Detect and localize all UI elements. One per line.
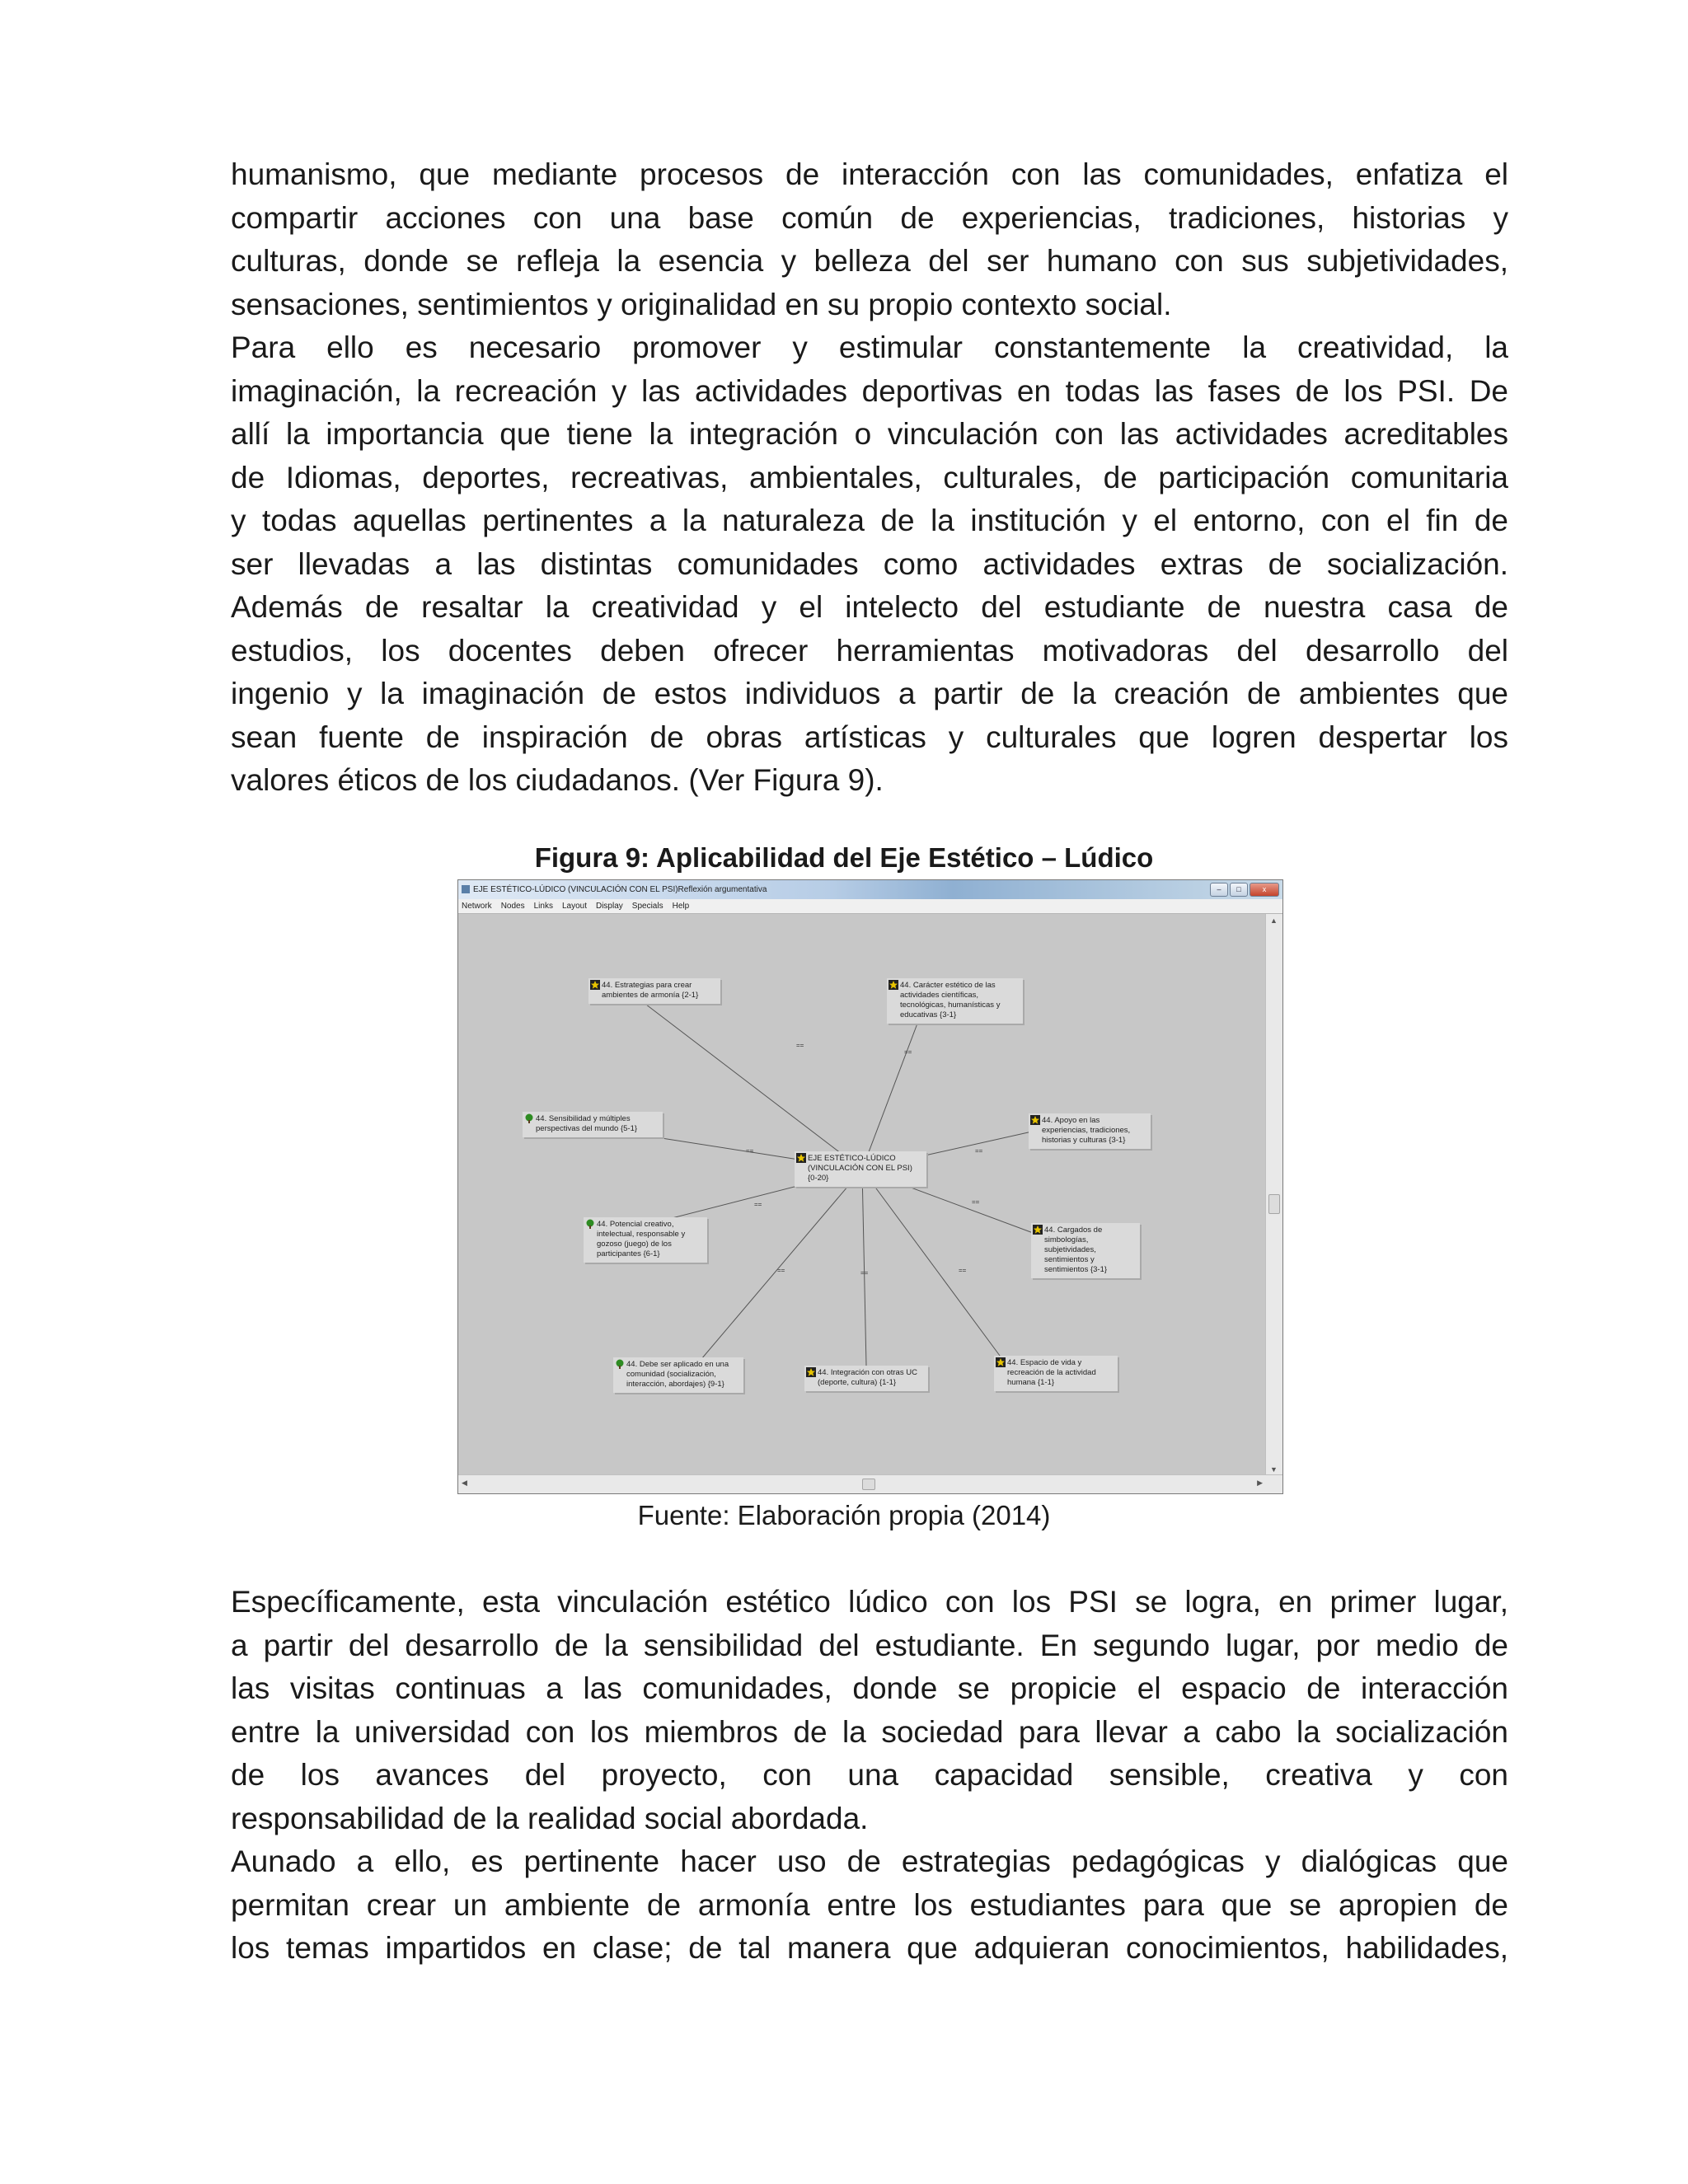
- scroll-left-icon[interactable]: ◀: [462, 1479, 467, 1487]
- text-line: compartir acciones con una base común de experiencias, tradiciones, historias y: [231, 200, 1508, 235]
- horizontal-scrollbar[interactable]: [458, 1474, 1282, 1493]
- menu-help[interactable]: Help: [672, 902, 690, 911]
- text-line: sean fuente de inspiración de obras artísticas y culturales que logren despertar los: [231, 719, 1508, 754]
- star-icon: [1030, 1115, 1040, 1125]
- star-icon: [996, 1357, 1006, 1367]
- network-node[interactable]: [994, 1356, 1118, 1391]
- text-line: imaginación, la recreación y las actividades deportivas en todas las fases de los PSI. De: [231, 373, 1508, 408]
- edge-label: ==: [754, 1201, 762, 1208]
- scroll-right-icon[interactable]: ▶: [1257, 1479, 1263, 1487]
- network-node[interactable]: [523, 1112, 663, 1137]
- edge-line: [862, 1169, 1002, 1359]
- node-label: 44. Cargados de simbologías, subjetividades, sentimientos y sentimientos {3-1}: [1044, 1226, 1108, 1274]
- text-line: Para ello es necesario promover y estimular constantemente la creatividad, la: [231, 330, 1508, 364]
- paragraph-1: [231, 153, 1508, 326]
- center-node[interactable]: [795, 1151, 926, 1187]
- figure-title: Figura 9: Aplicabilidad del Eje Estético – Lúdico: [534, 842, 1154, 873]
- menu-layout[interactable]: Layout: [561, 902, 587, 911]
- node-label: 44. Apoyo en las experiencias, tradiciones, historias y culturas {3-1}: [1042, 1116, 1131, 1145]
- text-line: Específicamente, esta vinculación estético lúdico con los PSI se logra, en primer lugar,: [231, 1585, 1508, 1619]
- figure-source: Fuente: Elaboración propia (2014): [637, 1500, 1051, 1530]
- paragraph-2: [231, 326, 1508, 803]
- text-line: allí la importancia que tiene la integración o vinculación con las actividades acreditables: [231, 417, 1508, 451]
- node-label: 44. Espacio de vida y recreación de la actividad humana {1-1}: [1007, 1358, 1096, 1387]
- paragraph-4: [231, 1840, 1508, 1971]
- text-line: Aunado a ello, es pertinente hacer uso de estrategias pedagógicas y dialógicas que: [231, 1844, 1508, 1878]
- edge-line: [635, 996, 862, 1169]
- scroll-up-icon[interactable]: ▲: [1270, 916, 1278, 925]
- network-window-screenshot: [457, 879, 1283, 1494]
- text-line: valores éticos de los ciudadanos. (Ver Figura 9).: [231, 763, 884, 797]
- star-icon: [889, 980, 898, 990]
- network-node[interactable]: [1031, 1223, 1140, 1278]
- text-line: ser llevadas a las distintas comunidades como actividades extras de socialización.: [231, 546, 1508, 581]
- edge-line: [860, 1169, 869, 1366]
- text-line: de Idiomas, deportes, recreativas, ambientales, culturales, de participación comunitaria: [231, 460, 1508, 494]
- text-line: a partir del desarrollo de la sensibilidad del estudiante. En segundo lugar, por medio de: [231, 1628, 1508, 1662]
- star-icon: [1033, 1225, 1043, 1235]
- paragraph-3: [231, 1581, 1508, 1840]
- text-line: entre la universidad con los miembros de la sociedad para llevar a cabo la socialización: [231, 1714, 1508, 1749]
- edge-line: [701, 1169, 862, 1359]
- node-label: 44. Estrategias para crear ambientes de armonía {2-1}: [602, 981, 699, 1000]
- text-line: responsabilidad de la realidad social abordada.: [231, 1801, 869, 1835]
- edge-label: ==: [777, 1267, 785, 1274]
- text-line: permitan crear un ambiente de armonía entre los estudiantes para que se apropien de: [231, 1887, 1508, 1922]
- network-node[interactable]: [613, 1357, 743, 1393]
- star-icon: [806, 1367, 816, 1377]
- window-titlebar: [458, 880, 1282, 899]
- node-label: 44. Carácter estético de las actividades científicas, tecnológicas, humanísticas y educativas {3-1}: [900, 981, 1001, 1019]
- node-label: 44. Integración con otras UC (deporte, cultura) {1-1}: [818, 1368, 917, 1387]
- network-node[interactable]: [804, 1366, 928, 1391]
- tree-icon: [524, 1113, 534, 1123]
- menu-links[interactable]: Links: [533, 902, 553, 911]
- edge-label: ==: [904, 1048, 912, 1056]
- menu-display[interactable]: Display: [595, 902, 623, 911]
- text-line: ingenio y la imaginación de estos individuos a partir de la creación de ambientes que: [231, 677, 1508, 710]
- menu-network[interactable]: Network: [462, 902, 492, 911]
- network-node[interactable]: [584, 1217, 707, 1263]
- edge-label: ==: [975, 1147, 983, 1155]
- close-button[interactable]: x: [1250, 883, 1279, 897]
- vertical-scrollbar[interactable]: [1265, 914, 1282, 1476]
- network-node[interactable]: [1029, 1113, 1151, 1149]
- network-canvas[interactable]: [458, 914, 1266, 1476]
- center-node-label: EJE ESTÉTICO-LÚDICO (VINCULACIÓN CON EL PSI) {0-20}: [808, 1154, 912, 1183]
- star-icon: [590, 980, 600, 990]
- text-line: las visitas continuas a las comunidades, donde se propicie el espacio de interacción: [231, 1671, 1508, 1705]
- menu-bar: [458, 899, 1283, 914]
- text-line: de los avances del proyecto, con una capacidad sensible, creativa y con: [231, 1758, 1508, 1792]
- edge-label: ==: [746, 1147, 754, 1155]
- vertical-scroll-thumb[interactable]: [1268, 1194, 1280, 1214]
- text-line: humanismo, que mediante procesos de interacción con las comunidades, enfatiza el: [231, 157, 1508, 191]
- edge-label: ==: [860, 1269, 869, 1277]
- text-line: y todas aquellas pertinentes a la naturaleza de la institución y el entorno, con el fin de: [231, 504, 1508, 537]
- node-label: 44. Potencial creativo, intelectual, responsable y gozoso (juego) de los participantes {6-1}: [597, 1220, 686, 1258]
- text-line: estudios, los docentes deben ofrecer herramientas motivadoras del desarrollo del: [231, 633, 1508, 668]
- tree-icon: [585, 1219, 595, 1229]
- app-icon: [462, 885, 470, 893]
- node-label: 44. Debe ser aplicado en una comunidad (socialización, interacción, abordajes) {9-1}: [626, 1360, 729, 1389]
- edge-label: ==: [972, 1198, 980, 1206]
- tree-icon: [615, 1359, 625, 1369]
- edge-line: [862, 1017, 920, 1169]
- menu-nodes[interactable]: Nodes: [500, 902, 525, 911]
- edge-label: ==: [796, 1042, 804, 1049]
- window-title: EJE ESTÉTICO-LÚDICO (VINCULACIÓN CON EL PSI)Reflexión argumentativa: [473, 885, 767, 894]
- minimize-button[interactable]: –: [1210, 883, 1228, 897]
- network-node[interactable]: [588, 978, 720, 1004]
- menu-specials[interactable]: Specials: [631, 902, 663, 911]
- scroll-down-icon[interactable]: ▼: [1270, 1465, 1278, 1474]
- text-line: sensaciones, sentimientos y originalidad en su propio contexto social.: [231, 287, 1172, 321]
- star-icon: [796, 1153, 806, 1163]
- text-line: Además de resaltar la creatividad y el intelecto del estudiante de nuestra casa de: [231, 590, 1508, 624]
- maximize-button[interactable]: □: [1230, 883, 1248, 897]
- horizontal-scroll-thumb[interactable]: [862, 1479, 875, 1490]
- text-line: los temas impartidos en clase; de tal manera que adquieran conocimientos, habilidades,: [231, 1931, 1508, 1965]
- network-node[interactable]: [887, 978, 1023, 1024]
- network-edges: [458, 914, 1266, 1476]
- window-controls: [1210, 883, 1279, 896]
- edge-label: ==: [959, 1267, 967, 1274]
- node-label: 44. Sensibilidad y múltiples perspectivas del mundo {5-1}: [536, 1114, 638, 1133]
- text-line: culturas, donde se refleja la esencia y belleza del ser humano con sus subjetividades,: [231, 244, 1508, 278]
